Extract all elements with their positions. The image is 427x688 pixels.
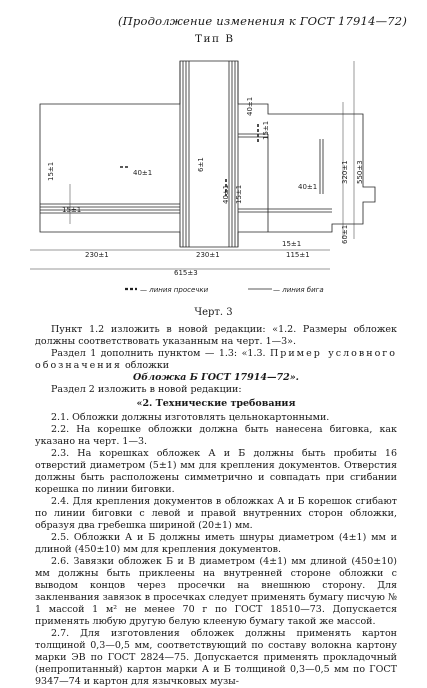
dim-60: 60±1 — [341, 224, 349, 244]
paragraph: 2.6. Завязки обложек Б и В диаметром (4±1) мм длиной (450±10) мм должны быть приклеены на внутренней стороне обложки с выводом концов через просечки на внешнюю сторону. Для закленвания завязок в просечках следует применять бумагу писчую № 1 массой 1 м² не менее 70 г по ГОСТ 18510—73. Допускается применять любую другую белую клееную бумагу такой же массой. — [35, 556, 397, 627]
dim-6-center: 6±1 — [197, 157, 205, 172]
legend-perforation-label: — линия просечки — [140, 286, 209, 294]
paragraph — [35, 348, 397, 372]
dim-320: 320±1 — [341, 160, 349, 184]
continuation-header: (Продолжение изменения к ГОСТ 17914—72) — [118, 14, 407, 28]
paragraph: 2.2. На корешке обложки должна быть нанесена биговка, как указано на черт. 1—3. — [35, 424, 397, 447]
dim-550: 550±3 — [356, 160, 364, 184]
figure-caption: Черт. 3 — [194, 307, 233, 318]
paragraph: 2.1. Обложки должны изготовлять цельнокартонными. — [51, 412, 330, 423]
technical-drawing — [0, 44, 427, 302]
paragraph: Пункт 1.2 изложить в новой редакции: «1.2. Размеры обложек должны соответствовать указанным на черт. 1—3». — [35, 324, 397, 347]
paragraph: 2.4. Для крепления документов в обложках А и Б корешок сгибают по линии биговки с левой и правой внутренних сторон обложки, образуя два гребешка шириной (20±1) мм. — [35, 496, 397, 531]
spaced-phrase: Пример условного обозначения — [35, 348, 397, 371]
paragraph-part: обложки — [124, 360, 170, 371]
dim-40-top: 40±1 — [246, 96, 254, 116]
dim-15-right-a: 15±1 — [262, 120, 270, 140]
body-text — [35, 324, 397, 688]
dim-15-right-b: 15±1 — [282, 240, 302, 248]
dim-15-left-a: 15±1 — [47, 161, 55, 181]
paragraph: 2.3. На корешках обложек А и Б должны быть пробиты 16 отверстий диаметром (5±1) мм для крепления документов. Отверстия должны быть расположены симметрично и совпадать при сгибании корешка по линии биговки. — [35, 448, 397, 495]
dim-40-center: 40±1 — [222, 184, 230, 204]
dim-15-left-b: 15±1 — [62, 206, 82, 214]
board-outline — [40, 61, 375, 247]
dim-615: 615±3 — [174, 269, 198, 277]
example-designation: Обложка Б ГОСТ 17914—72». — [133, 372, 299, 383]
paragraph: 2.7. Для изготовления обложек должны применять картон толщиной 0,3—0,5 мм, соответствующий по составу волокна картону марки ЭВ по ГОСТ 2824—75. Допускается применять прокладочный (непропитанный) картон марки А и Б толщиной 0,3—0,5 мм по ГОСТ 9347—74 и картон для язычковых музы- — [35, 628, 397, 687]
dim-15-center: 15±1 — [235, 184, 243, 204]
dim-40-right: 40±1 — [298, 183, 318, 191]
paragraph: Раздел 2 изложить в новой редакции: — [51, 384, 242, 395]
section-heading: «2. Технические требования — [136, 398, 296, 409]
type-label: Тип В — [195, 33, 235, 45]
paragraph: 2.5. Обложки А и Б должны иметь шнуры диаметром (4±1) мм и длиной (450±10) мм для крепления документов. — [35, 532, 397, 555]
dim-230-right: 230±1 — [196, 251, 220, 259]
dim-115: 115±1 — [286, 251, 310, 259]
dim-40-left: 40±1 — [133, 169, 153, 177]
legend-fold-label: — линия бига — [273, 286, 324, 294]
paragraph-part: Раздел 1 дополнить пунктом — 1.3: «1.3. — [51, 348, 266, 359]
dim-230-left: 230±1 — [85, 251, 109, 259]
